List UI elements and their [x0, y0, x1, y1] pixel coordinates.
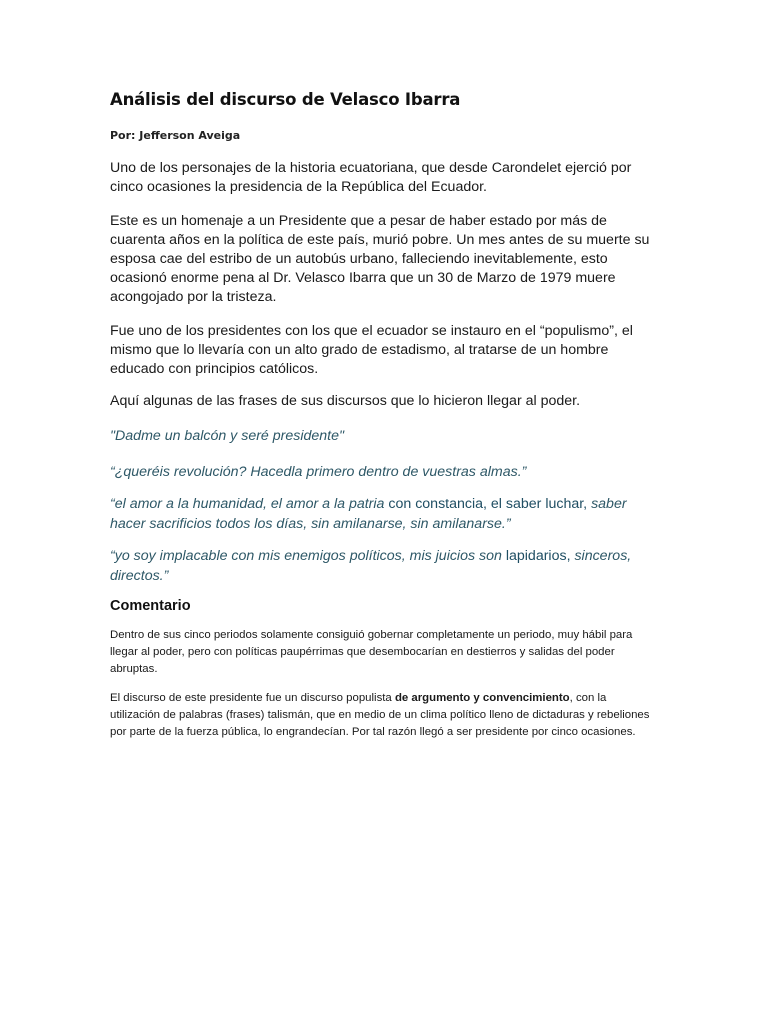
quote-implacable — [110, 546, 658, 586]
quote-amor-part-a: “el amor a la humanidad, el amor a la patria — [110, 496, 389, 512]
comment-p2-emphasis: de argumento y convencimiento — [394, 692, 570, 704]
quote-amor-patria — [110, 494, 658, 534]
document-author: Por: Jefferson Aveiga — [110, 129, 241, 142]
quote-balcon: "Dadme un balcón y seré presidente" — [110, 428, 345, 444]
comment-paragraph-1: Dentro de sus cinco periodos solamente consiguió gobernar completamente un periodo, muy hábil para llegar al poder, pero con políticas paupérrimas que desembocarían en destierros y salidas del poder abruptas. — [110, 629, 633, 675]
quote-implacable-part-a: “yo soy implacable con mis enemigos políticos, mis juicios son — [110, 548, 506, 564]
quote-amor-emphasis: con constancia, el saber luchar, — [388, 496, 588, 512]
comment-p2-part-c: , con la utilización de palabras (frases) talismán, que en medio de un clima político lleno de dictaduras y rebeliones por parte de la fuerza pública, lo engrandecían. Por tal razón llegó a ser presidente por cinco ocasiones. — [110, 692, 650, 738]
quote-implacable-part-c: sinceros, directos.” — [110, 548, 632, 584]
phrases-intro-paragraph: Aquí algunas de las frases de sus discursos que lo hicieron llegar al poder. — [110, 393, 581, 409]
homage-paragraph: Este es un homenaje a un Presidente que a pesar de haber estado por más de cuarenta años en la política de este país, murió pobre. Un mes antes de su muerte su esposa cae del estribo de un autobús urbano, falleciendo inevitablemente, esto ocasionó enorme pena al Dr. Velasco Ibarra que un 30 de Marzo de 1979 muere acongojado por la tristeza. — [110, 213, 650, 305]
document-title: Análisis del discurso de Velasco Ibarra — [110, 90, 461, 109]
intro-paragraph: Uno de los personajes de la historia ecuatoriana, que desde Carondelet ejerció por cinco ocasiones la presidencia de la República del Ecuador. — [110, 160, 632, 195]
quote-revolucion: “¿queréis revolución? Hacedla primero dentro de vuestras almas.” — [110, 464, 527, 480]
comment-paragraph-2 — [110, 690, 658, 741]
quote-implacable-emphasis: lapidarios, — [505, 548, 571, 564]
comment-heading: Comentario — [110, 598, 191, 614]
comment-p2-part-a: El discurso de este presidente fue un discurso populista — [110, 692, 395, 704]
document-page — [110, 90, 658, 753]
quote-amor-part-c: saber hacer sacrificios todos los días, sin amilanarse, sin amilanarse.” — [110, 496, 627, 532]
populism-paragraph: Fue uno de los presidentes con los que el ecuador se instauro en el “populismo”, el mismo que lo llevaría con un alto grado de estadismo, al tratarse de un hombre educado con principios católicos. — [110, 323, 633, 377]
